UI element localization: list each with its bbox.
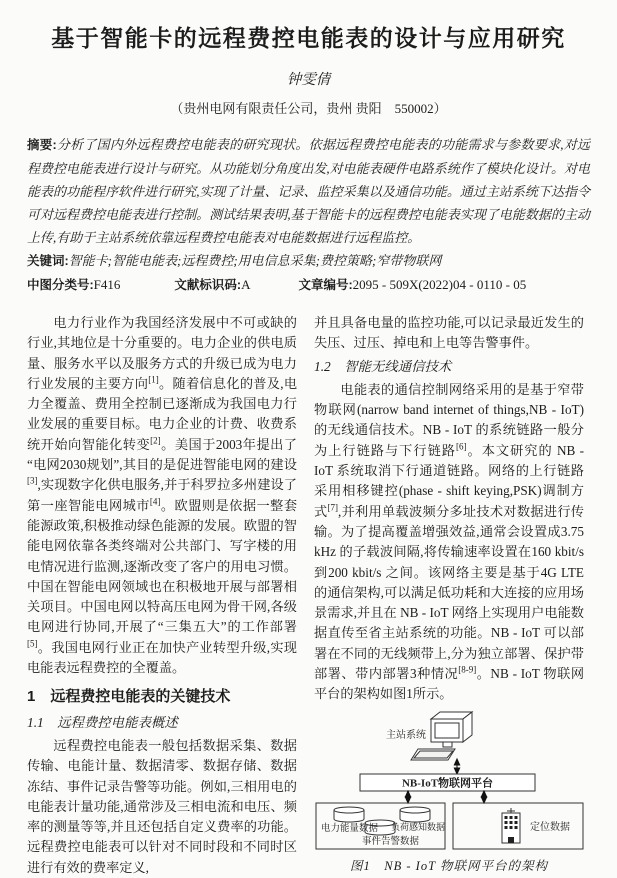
classification-line (27, 273, 590, 297)
platform-label: NB-IoT物联网平台 (401, 777, 494, 790)
affiliation: （贵州电网有限责任公司，贵州 贵阳 550002） (170, 101, 447, 116)
doc-code-label: 文献标识码: (174, 278, 242, 292)
abstract (27, 133, 590, 249)
nb-iot-architecture-diagram (314, 711, 584, 851)
doc-code-item (174, 273, 250, 297)
article-id-item (298, 273, 526, 297)
figure-caption: 图1 NB - IoT 物联网平台的架构 (350, 858, 548, 873)
intro-paragraph: 电力行业作为我国经济发展中不可或缺的行业,其地位是十分重要的。电力企业的供电质量、服务水平以及服务方式的升级已成为电力行业发展的主要方向[1]。随着信息化的普及,电力全覆盖、费用全控制已逐渐成为我国电力行业发展的重要目标。电力企业的计费、收费系统开始向智能化转变[2]。美国于2003年提出了“电网2030规划”,其目的是促进智能电网的建设[3],实现数字化供电服务,并于科罗拉多州建设了第一座智能电网城市[4]。欧盟则是依据一整套能源政策,积极推动绿色能源的发展。欧盟的智能电网依靠各类终端对公共部门、写字楼的用电情况进行监测,逐渐改变了客户的用电习惯。中国在智能电网领域也在积极地开展与部署相关项目。中国电网以特高压电网为骨干网,各级电网进行协同,开展了“三集五大”的工作部署[5]。我国电网行业正在加快产业转型升级,实现电能表远程费控的全覆盖。 (27, 315, 298, 676)
building-icon (502, 808, 520, 843)
figure-1 (314, 711, 584, 876)
keywords (27, 249, 590, 273)
clc-item (27, 273, 120, 297)
section-1-2-paragraph: 电能表的通信控制网络采用的是基于窄带物联网(narrow band internet of things,NB - IoT)的无线通信技术。NB - IoT 的系统链路一般分为上行链路与下行链路[6]。本文研究的 NB - IoT 系统取消下行通道链路。网络的上行链路采用相移键控(phase - shift keying,PSK)调制方式[7],并利用单载波频分多址技术对数据进行传输。为了提高覆盖增强效益,通常会设置成3.75 kHz 的子载波间隔,将传输速率设置在160 kbit/s 到200 kbit/s 之间。该网络主要是基于4G LTE 的通信架构,可以满足低功耗和大连接的应用场景需求,并且在 NB - IoT 网络上实现用户电能数据直传至省主站系统的功能。NB - IoT 可以部署在不同的无线频带上,分为独立部署、保护带部署、带内部署3种情况[8-9]。NB - IoT 物联网平台的架构如图1所示。 (314, 381, 585, 702)
article-id-label: 文章编号: (298, 278, 353, 292)
keywords-text: 智能卡;智能电能表;远程费控;用电信息采集;费控策略;窄带物联网 (68, 253, 442, 268)
keywords-label: 关键词: (27, 254, 69, 268)
right-column (314, 313, 584, 878)
clc-value: F416 (93, 277, 121, 292)
database-icon (334, 807, 364, 822)
master-station-label: 主站系统 (386, 729, 426, 741)
abstract-text: 分析了国内外远程费控电能表的研究现状。依据远程费控电能表的功能需求与参数要求,对远程费控电能表进行设计与研究。从功能划分角度出发,对电能表硬件电路系统作了模块化设计。对电能表的功能程序软件进行研究,实现了计量、记录、监控采集以及通信功能。通过主站系统下达指令可对远程费控电能表进行控制。测试结果表明,基于智能卡的远程费控电能表实现了电能数据的主动上传,有助于主站系统依靠远程费控电能表对电能数据进行远程监控。 (27, 137, 590, 245)
paper-title: 基于智能卡的远程费控电能表的设计与应用研究 (51, 25, 566, 51)
arrow-platform-left-box (405, 791, 410, 803)
abstract-label: 摘要: (27, 138, 57, 152)
section-1-1-paragraph: 远程费控电能表一般包括数据采集、数据传输、电能计量、数据清零、数据存储、数据冻结、事件记录告警等功能。例如,三相用电的电能表计量功能,通常涉及三相电流和电压、频率的测量等等,并且还包括自定义费率的功能。远程费控电能表可以针对不同时段和不同时区进行有效的费率定义, (27, 737, 297, 875)
database-icon (400, 807, 430, 822)
arrow-platform-right-box (481, 791, 486, 803)
location-data-label: 定位数据 (530, 821, 570, 833)
two-column-body (27, 313, 590, 878)
section-1-1-heading: 1.1 远程费控电能表概述 (27, 714, 178, 730)
author-name: 钟雯倩 (286, 72, 331, 88)
section-1-2-heading: 1.2 智能无线通信技术 (314, 358, 452, 374)
clc-label: 中图分类号: (27, 278, 94, 292)
section-1-1-paragraph-continued: 并且具备电量的监控功能,可以记录最近发生的失压、过压、掉电和上电等告警事件。 (314, 315, 584, 351)
left-column (27, 313, 297, 878)
power-data-label: 电力能量数据 (321, 823, 379, 834)
article-id-value: 2095 - 509X(2022)04 - 0110 - 05 (352, 277, 527, 292)
load-data-label: 负荷感知数据 (391, 821, 446, 832)
arrow-master-platform (454, 759, 459, 774)
section-1-heading: 1 远程费控电能表的关键技术 (27, 688, 231, 706)
event-data-label: 事件告警数据 (362, 836, 420, 847)
doc-code-value: A (241, 277, 251, 292)
